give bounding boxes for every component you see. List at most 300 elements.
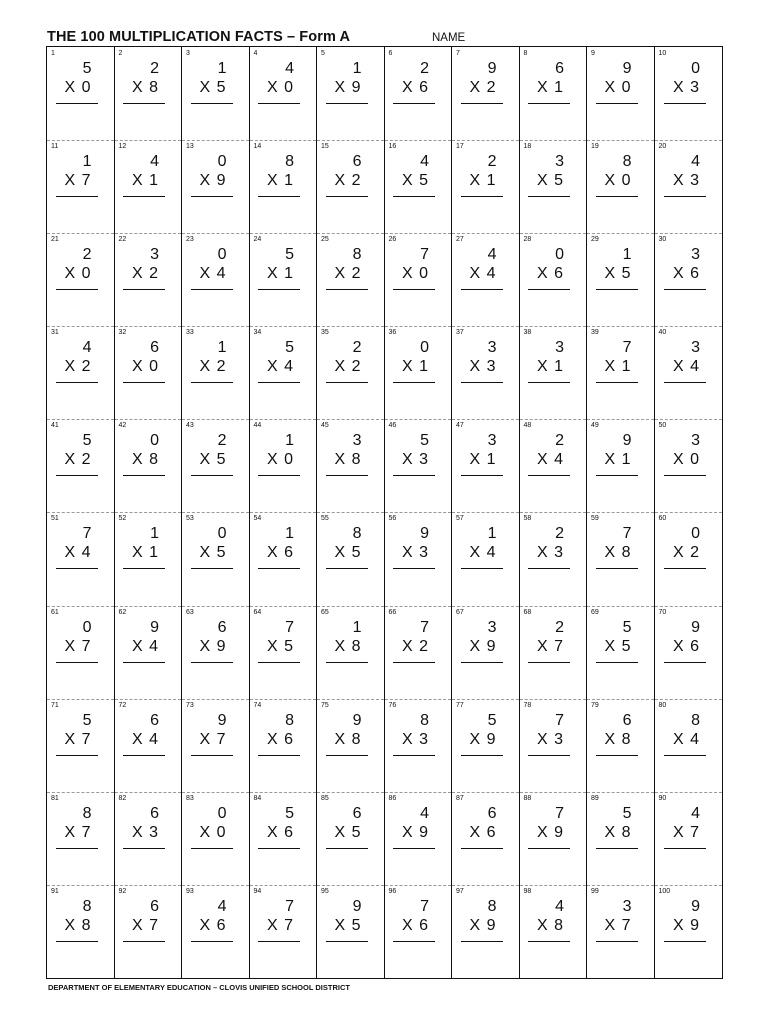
problem-cell [452,47,520,140]
answer-line[interactable] [191,755,233,756]
multiplicand: 7 [82,525,92,543]
problem-number: 94 [253,887,262,895]
answer-line[interactable] [393,289,435,290]
problem-cell [385,885,453,978]
answer-line[interactable] [528,196,570,197]
multiplicand: 7 [420,246,429,264]
multiplier: X 7 [199,730,227,748]
answer-line[interactable] [664,568,706,569]
multiplier: X 6 [266,730,294,748]
answer-line[interactable] [258,755,300,756]
problem-cell [250,512,318,605]
answer-line[interactable] [258,475,300,476]
multiplicand: 1 [285,525,294,543]
answer-line[interactable] [393,382,435,383]
multiplicand: 5 [420,432,429,450]
answer-line[interactable] [191,382,233,383]
answer-line[interactable] [528,755,570,756]
answer-line[interactable] [596,382,638,383]
problem-cell [115,512,183,605]
answer-line[interactable] [56,755,98,756]
multiplicand: 6 [217,618,227,636]
answer-line[interactable] [258,382,300,383]
problem-number: 55 [321,515,329,523]
answer-line[interactable] [596,103,638,104]
answer-line[interactable] [596,941,638,942]
multiplicand: 1 [622,246,632,264]
multiplier: X 2 [64,451,92,469]
answer-line[interactable] [56,382,98,383]
problem-cell [655,326,723,419]
problem-number: 22 [118,236,127,244]
problem-cell [587,699,655,792]
multiplier: X 8 [334,451,362,469]
answer-line[interactable] [326,196,368,197]
problem-cell [115,606,183,699]
answer-line[interactable] [393,196,435,197]
answer-line[interactable] [123,568,165,569]
problem-cell [250,699,318,792]
answer-line[interactable] [528,848,570,849]
multiplicand: 6 [622,711,632,729]
multiplicand: 2 [555,432,564,450]
answer-line[interactable] [326,755,368,756]
answer-line[interactable] [326,382,368,383]
answer-line[interactable] [123,289,165,290]
answer-line[interactable] [664,475,706,476]
problem-number: 35 [321,329,329,337]
multiplicand: 8 [285,711,294,729]
answer-line[interactable] [596,475,638,476]
multiplicand: 7 [622,339,632,357]
answer-line[interactable] [123,941,165,942]
answer-line[interactable] [528,103,570,104]
multiplier: X 6 [266,544,294,562]
multiplicand: 5 [622,804,632,822]
problem-number: 88 [523,794,532,802]
problem-cell [587,885,655,978]
multiplier: X 5 [199,451,227,469]
problem-number: 98 [523,887,532,895]
answer-line[interactable] [393,755,435,756]
multiplicand: 1 [82,153,92,171]
multiplier: X 9 [199,637,227,655]
answer-line[interactable] [258,848,300,849]
problem-cell [520,326,588,419]
answer-line[interactable] [461,475,503,476]
multiplier: X 5 [334,544,362,562]
multiplicand: 3 [487,618,497,636]
multiplicand: 3 [691,246,700,264]
problem-number: 11 [51,143,59,151]
problem-number: 69 [591,608,599,616]
problem-number: 54 [253,515,262,523]
problem-number: 65 [321,608,329,616]
problem-cell [250,140,318,233]
problem-number: 38 [523,329,532,337]
problem-cell [115,140,183,233]
multiplicand: 3 [622,897,632,915]
problem-number: 99 [591,887,599,895]
answer-line[interactable] [191,941,233,942]
multiplier: X 8 [604,544,632,562]
problem-cell [47,792,115,885]
problem-number: 62 [118,608,127,616]
answer-line[interactable] [191,289,233,290]
multiplier: X 5 [536,172,564,190]
problem-number: 37 [456,329,464,337]
problem-number: 79 [591,701,599,709]
answer-line[interactable] [258,941,300,942]
answer-line[interactable] [461,289,503,290]
answer-line[interactable] [56,568,98,569]
problem-cell [115,419,183,512]
problem-number: 7 [456,50,460,57]
answer-line[interactable] [393,475,435,476]
problem-number: 73 [186,701,194,709]
answer-line[interactable] [664,848,706,849]
problem-cell [317,140,385,233]
problem-cell [115,233,183,326]
problem-number: 90 [658,794,667,802]
answer-line[interactable] [326,941,368,942]
answer-line[interactable] [596,662,638,663]
multiplicand: 8 [352,246,362,264]
multiplier: X 0 [604,172,632,190]
multiplier: X 6 [199,916,227,934]
multiplier: X 6 [672,265,700,283]
answer-line[interactable] [664,382,706,383]
answer-line[interactable] [191,196,233,197]
problem-number: 5 [321,50,325,57]
multiplicand: 9 [691,897,700,915]
problem-number: 81 [51,794,59,802]
answer-line[interactable] [596,568,638,569]
multiplicand: 5 [285,246,294,264]
problem-cell [182,512,250,605]
answer-line[interactable] [56,848,98,849]
answer-line[interactable] [326,848,368,849]
multiplier: X 2 [131,265,159,283]
problem-number: 25 [321,236,329,244]
problem-cell [587,419,655,512]
problem-number: 13 [186,143,194,151]
multiplicand: 3 [352,432,362,450]
answer-line[interactable] [528,382,570,383]
answer-line[interactable] [258,662,300,663]
answer-line[interactable] [461,196,503,197]
problem-number: 67 [456,608,464,616]
multiplier: X 1 [469,172,497,190]
problem-cell [182,47,250,140]
answer-line[interactable] [191,662,233,663]
problem-cell [520,792,588,885]
problem-number: 58 [523,515,532,523]
answer-line[interactable] [528,475,570,476]
answer-line[interactable] [258,289,300,290]
answer-line[interactable] [664,755,706,756]
multiplier: X 9 [469,637,497,655]
answer-line[interactable] [123,103,165,104]
answer-line[interactable] [461,568,503,569]
problem-number: 71 [51,701,59,709]
name-label: NAME [432,32,466,44]
answer-line[interactable] [461,941,503,942]
answer-line[interactable] [461,848,503,849]
multiplicand: 1 [150,525,159,543]
answer-line[interactable] [258,568,300,569]
multiplicand: 4 [285,60,294,77]
problem-number: 97 [456,887,464,895]
problem-cell [587,606,655,699]
problem-cell [452,233,520,326]
multiplier: X 6 [401,916,429,934]
problem-cell [385,606,453,699]
problem-number: 75 [321,701,329,709]
multiplicand: 4 [420,804,429,822]
multiplier: X 5 [334,823,362,841]
problem-cell [47,233,115,326]
multiplicand: 1 [352,60,362,77]
problem-cell [317,512,385,605]
problem-number: 96 [388,887,397,895]
multiplier: X 7 [672,823,700,841]
multiplier: X 3 [469,358,497,376]
answer-line[interactable] [461,662,503,663]
multiplicand: 3 [691,339,700,357]
problem-cell [317,606,385,699]
multiplier: X 2 [334,172,362,190]
answer-line[interactable] [56,662,98,663]
multiplier: X 8 [536,916,564,934]
answer-line[interactable] [191,475,233,476]
answer-line[interactable] [191,103,233,104]
problem-cell [317,699,385,792]
problem-number: 21 [51,236,59,244]
problem-number: 2 [118,50,123,57]
answer-line[interactable] [123,848,165,849]
problem-cell [47,885,115,978]
answer-line[interactable] [123,475,165,476]
multiplier: X 3 [131,823,159,841]
multiplicand: 5 [487,711,497,729]
answer-line[interactable] [664,662,706,663]
answer-line[interactable] [56,941,98,942]
problem-cell [587,47,655,140]
answer-line[interactable] [596,289,638,290]
answer-line[interactable] [56,196,98,197]
answer-line[interactable] [56,289,98,290]
problem-number: 50 [658,422,667,430]
answer-line[interactable] [191,848,233,849]
answer-line[interactable] [596,196,638,197]
multiplier: X 0 [266,451,294,469]
multiplier: X 8 [334,637,362,655]
answer-line[interactable] [191,568,233,569]
problem-cell [587,512,655,605]
multiplier: X 9 [469,916,497,934]
answer-line[interactable] [528,662,570,663]
problem-cell [250,885,318,978]
multiplier: X 0 [604,79,632,96]
multiplicand: 2 [82,246,92,264]
answer-line[interactable] [326,568,368,569]
multiplicand: 1 [217,60,227,77]
problem-number: 4 [253,50,258,57]
multiplicand: 3 [691,432,700,450]
problem-cell [317,885,385,978]
multiplicand: 7 [420,618,429,636]
problem-cell [520,699,588,792]
problem-cell [655,419,723,512]
multiplier: X 9 [401,823,429,841]
multiplier: X 3 [536,544,564,562]
answer-line[interactable] [326,662,368,663]
answer-line[interactable] [56,475,98,476]
answer-line[interactable] [393,568,435,569]
multiplier: X 8 [64,916,92,934]
multiplicand: 5 [82,432,92,450]
multiplier: X 2 [334,265,362,283]
answer-line[interactable] [123,196,165,197]
multiplier: X 4 [469,265,497,283]
multiplicand: 1 [285,432,294,450]
multiplier: X 5 [401,172,429,190]
multiplier: X 5 [604,265,632,283]
multiplicand: 7 [285,897,294,915]
problem-cell [250,606,318,699]
problem-cell [655,606,723,699]
answer-line[interactable] [56,103,98,104]
problem-cell [47,326,115,419]
answer-line[interactable] [393,662,435,663]
problem-number: 12 [118,143,127,151]
answer-line[interactable] [461,103,503,104]
problem-number: 85 [321,794,329,802]
answer-line[interactable] [664,289,706,290]
multiplier: X 2 [199,358,227,376]
multiplicand: 9 [352,897,362,915]
problem-number: 48 [523,422,532,430]
multiplicand: 1 [352,618,362,636]
multiplicand: 5 [285,339,294,357]
problem-number: 84 [253,794,262,802]
problem-number: 68 [523,608,532,616]
page-title: THE 100 MULTIPLICATION FACTS – Form A [47,29,351,45]
answer-line[interactable] [123,755,165,756]
problem-number: 36 [388,329,397,337]
problem-cell [385,140,453,233]
multiplicand: 9 [487,60,497,77]
answer-line[interactable] [326,103,368,104]
problem-cell [250,233,318,326]
multiplier: X 0 [266,79,294,96]
answer-line[interactable] [528,568,570,569]
problem-cell [182,419,250,512]
multiplier: X 1 [536,79,564,96]
answer-line[interactable] [393,103,435,104]
multiplier: X 2 [64,358,92,376]
answer-line[interactable] [393,941,435,942]
problem-cell [250,47,318,140]
answer-line[interactable] [596,755,638,756]
answer-line[interactable] [596,848,638,849]
answer-line[interactable] [461,382,503,383]
problem-cell [250,792,318,885]
multiplicand: 0 [217,153,227,171]
problem-number: 95 [321,887,329,895]
multiplicand: 8 [622,153,632,171]
problem-cell [655,233,723,326]
multiplicand: 7 [622,525,632,543]
answer-line[interactable] [258,196,300,197]
problem-cell [452,419,520,512]
answer-line[interactable] [528,941,570,942]
multiplier: X 9 [199,172,227,190]
multiplier: X 4 [64,544,92,562]
problem-cell [317,792,385,885]
answer-line[interactable] [123,662,165,663]
multiplier: X 6 [536,265,564,283]
problem-number: 18 [523,143,532,151]
problem-cell [520,512,588,605]
problem-cell [250,419,318,512]
problem-number: 43 [186,422,194,430]
answer-line[interactable] [461,755,503,756]
problem-number: 41 [51,422,59,430]
answer-line[interactable] [326,475,368,476]
multiplier: X 8 [334,730,362,748]
multiplier: X 3 [401,544,429,562]
problem-cell [655,512,723,605]
multiplicand: 1 [217,339,227,357]
multiplicand: 4 [82,339,92,357]
answer-line[interactable] [258,103,300,104]
problem-number: 10 [658,50,667,57]
multiplicand: 8 [352,525,362,543]
multiplier: X 7 [64,823,92,841]
multiplicand: 8 [420,711,429,729]
answer-line[interactable] [664,103,706,104]
answer-line[interactable] [528,289,570,290]
multiplier: X 4 [672,730,700,748]
problem-cell [47,47,115,140]
answer-line[interactable] [326,289,368,290]
multiplier: X 4 [131,637,159,655]
problem-number: 82 [118,794,127,802]
multiplier: X 0 [131,358,159,376]
multiplier: X 6 [672,637,700,655]
multiplicand: 0 [150,432,159,450]
answer-line[interactable] [664,196,706,197]
answer-line[interactable] [393,848,435,849]
problem-number: 28 [523,236,532,244]
problem-cell [182,606,250,699]
answer-line[interactable] [123,382,165,383]
answer-line[interactable] [664,941,706,942]
problem-cell [655,699,723,792]
problem-number: 87 [456,794,464,802]
problem-cell [520,606,588,699]
multiplier: X 7 [64,172,92,190]
problem-cell [520,47,588,140]
multiplicand: 8 [487,897,497,915]
problem-number: 83 [186,794,194,802]
multiplicand: 2 [150,60,159,77]
multiplier: X 3 [401,451,429,469]
multiplicand: 2 [487,153,497,171]
multiplier: X 0 [64,265,92,283]
